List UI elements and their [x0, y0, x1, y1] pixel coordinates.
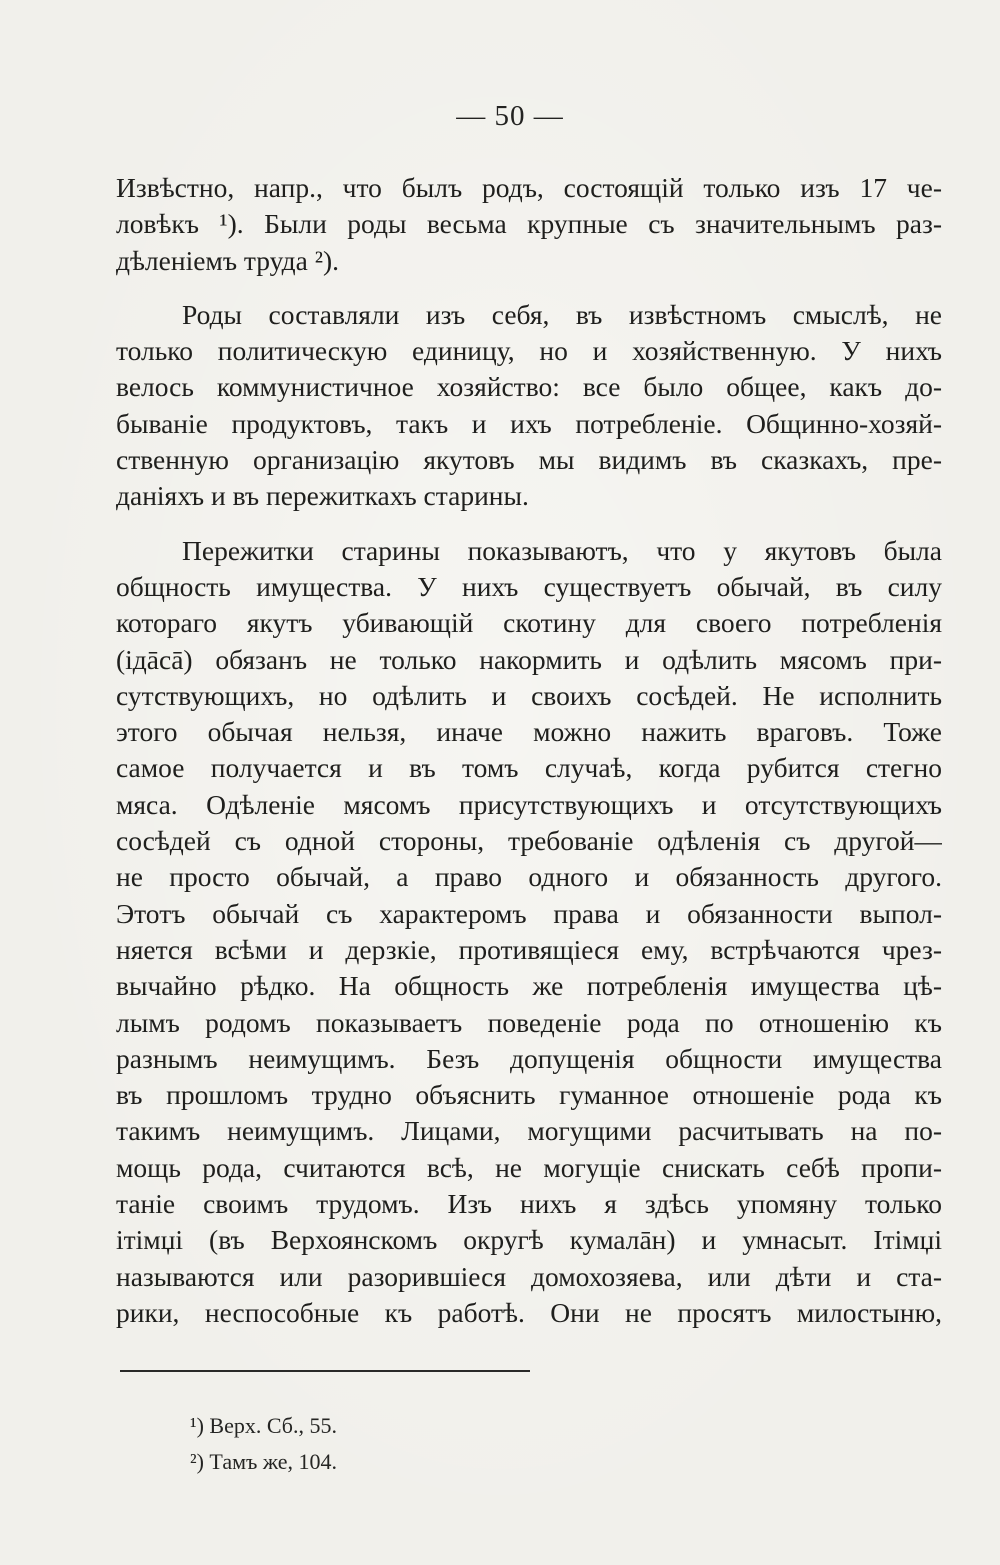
text-line: ітімџі (въ Верхоянскомъ округѣ кумалāн) и умнасыт. Ітімџі — [116, 1224, 942, 1256]
text-line: ловѣкъ ¹). Были роды весьма крупные съ значительнымъ раз- — [116, 208, 942, 240]
text-line: вычайно рѣдко. На общность же потребленія имущества цѣ- — [116, 970, 942, 1002]
text-line: общность имущества. У нихъ существуетъ обычай, въ силу — [116, 570, 942, 602]
footnotes — [190, 1408, 337, 1480]
text-line: только политическую единицу, но и хозяйственную. У нихъ — [116, 335, 942, 367]
text-line: Извѣстно, напр., что былъ родъ, состоящій только изъ 17 че- — [116, 172, 942, 203]
text-line: этого обычая нельзя, иначе можно нажить враговъ. Тоже — [116, 716, 942, 748]
footnote-divider — [120, 1370, 530, 1372]
text-line: рики, неспособные къ работѣ. Они не просятъ милостыню, — [116, 1296, 942, 1328]
text-line: сосѣдей съ одной стороны, требованіе одѣленія съ другой— — [116, 825, 942, 857]
text-line: мощь рода, считаются всѣ, не могущіе снискать себѣ пропи- — [116, 1151, 942, 1183]
text-line: велось коммунистичное хозяйство: все было общее, какъ до- — [116, 371, 942, 403]
text-line: самое получается и въ томъ случаѣ, когда рубится стегно — [116, 752, 942, 784]
body-text — [116, 170, 942, 1331]
text-line: (ідāсā) обязанъ не только накормить и одѣлить мясомъ при- — [116, 643, 942, 675]
footnote-2: ²) Тамъ же, 104. — [190, 1449, 338, 1474]
text-line: разнымъ неимущимъ. Безъ допущенія общности имущества — [116, 1042, 942, 1074]
text-line: мяса. Одѣленіе мясомъ присутствующихъ и отсутствующихъ — [116, 788, 942, 820]
text-line: дѣленіемъ труда ²). — [116, 244, 340, 276]
text-line: котораго якутъ убивающій скотину для своего потребленія — [116, 607, 942, 639]
text-line: таніе своимъ трудомъ. Изъ нихъ я здѣсь упомяну только — [116, 1188, 942, 1220]
text-line: няется всѣми и дерзкіе, противящіеся ему, встрѣчаются чрез- — [116, 933, 942, 965]
text-line: бываніе продуктовъ, такъ и ихъ потребленіе. Общинно-хозяй- — [116, 407, 942, 439]
text-line: такимъ неимущимъ. Лицами, могущими расчитывать на по- — [116, 1115, 942, 1147]
page-number: — 50 — — [456, 100, 564, 132]
footnote-1: ¹) Верх. Сб., 55. — [190, 1413, 337, 1438]
text-line: Роды составляли изъ себя, въ извѣстномъ смыслѣ, не — [182, 298, 942, 330]
text-line: Этотъ обычай съ характеромъ права и обязанности выпол- — [116, 897, 942, 929]
text-line: Пережитки старины показываютъ, что у якутовъ была — [182, 534, 942, 566]
text-line: въ прошломъ трудно объяснить гуманное отношеніе рода къ — [116, 1079, 942, 1111]
text-line: лымъ родомъ показываетъ поведеніе рода по отношенію къ — [116, 1006, 942, 1038]
text-line: не просто обычай, а право одного и обязанность другого. — [116, 861, 942, 893]
text-line: сутствующихъ, но одѣлить и своихъ сосѣдей. Не исполнить — [116, 679, 942, 711]
text-line: называются или разорившіеся домохозяева, или дѣти и ста- — [116, 1260, 942, 1292]
text-line: даніяхъ и въ пережиткахъ старины. — [116, 480, 529, 512]
text-line: ственную организацію якутовъ мы видимъ въ сказкахъ, пре- — [116, 444, 942, 476]
